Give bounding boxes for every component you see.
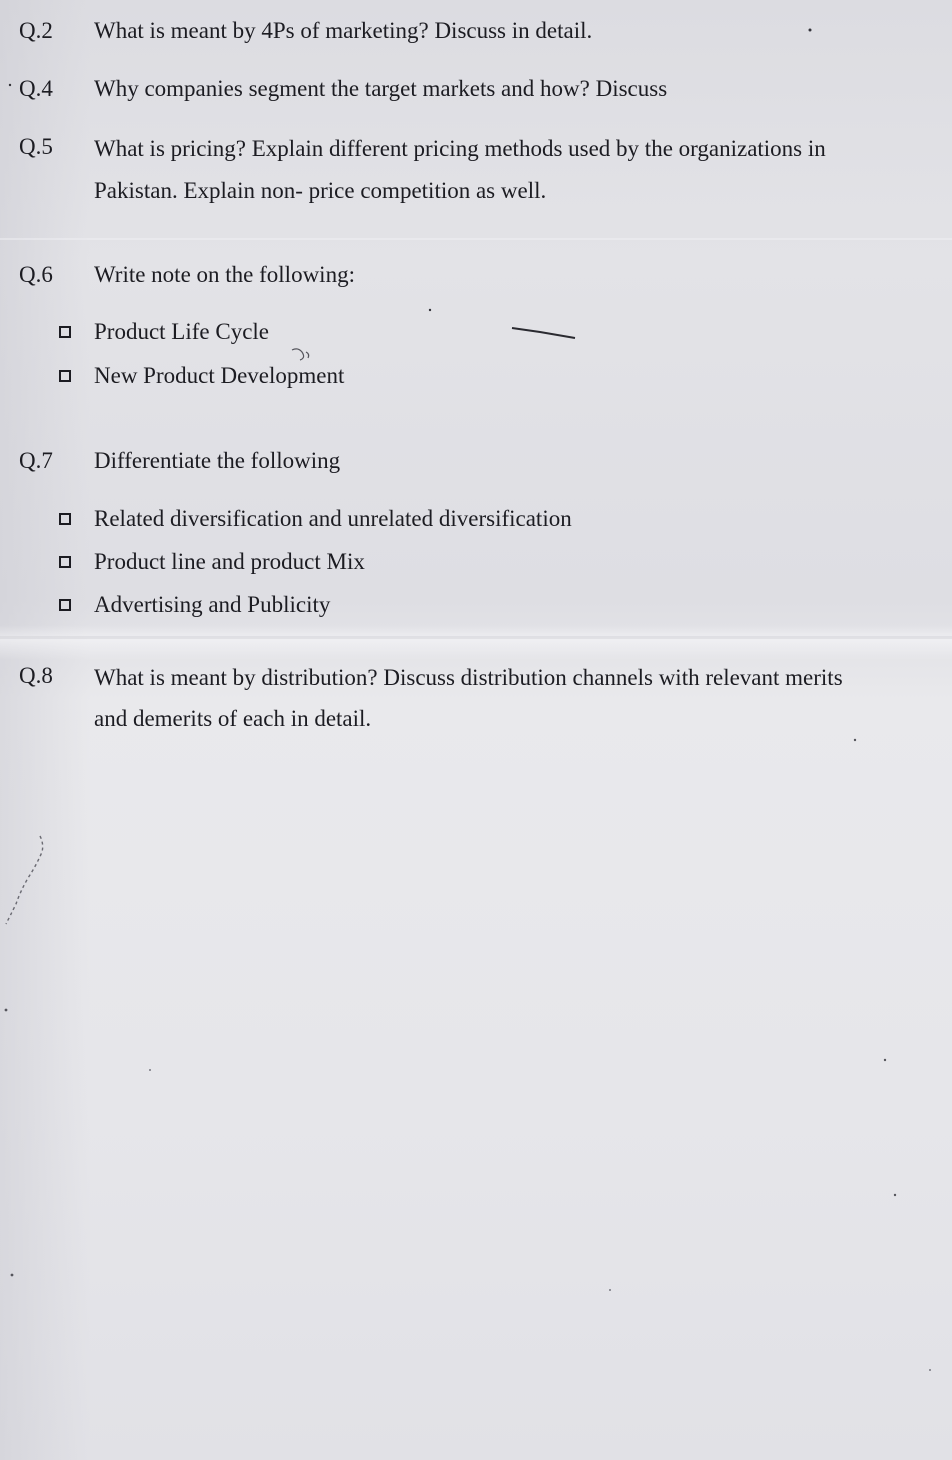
smudge-mark — [292, 349, 309, 360]
question-text: What is meant by distribution? Discuss distribution channels with relevant merits — [94, 665, 843, 690]
question-text: What is meant by 4Ps of marketing? Discuss in detail. — [94, 18, 593, 43]
list-item-text: Advertising and Publicity — [94, 592, 331, 617]
question-number: Q.4 — [19, 76, 53, 101]
speck — [149, 1069, 151, 1071]
question-text-continued: Pakistan. Explain non- price competition as well. — [94, 178, 547, 203]
list-item-text: Product Life Cycle — [94, 319, 270, 344]
pen-mark — [512, 328, 575, 338]
question-number: Q.7 — [19, 448, 53, 473]
speck — [894, 1194, 896, 1196]
scratch-mark — [6, 836, 43, 924]
list-item-text: Related diversification and unrelated diversification — [94, 506, 572, 531]
speck — [809, 29, 812, 32]
speck — [609, 1289, 611, 1291]
question-text: Differentiate the following — [94, 448, 341, 473]
speck — [429, 309, 431, 311]
speck — [5, 1009, 8, 1012]
question-text: Why companies segment the target markets and how? Discuss — [94, 76, 668, 101]
question-number: Q.5 — [19, 134, 53, 159]
speck — [9, 84, 11, 86]
question-text-continued: and demerits of each in detail. — [94, 706, 372, 731]
question-number: Q.2 — [19, 18, 53, 43]
list-item-text: New Product Development — [94, 363, 345, 388]
speck — [929, 1369, 931, 1371]
question-text: What is pricing? Explain different pricing methods used by the organizations in — [94, 136, 826, 161]
list-item-text: Product line and product Mix — [94, 549, 365, 574]
speck — [11, 1274, 14, 1277]
speck — [854, 739, 856, 741]
question-text: Write note on the following: — [94, 262, 355, 287]
speck — [884, 1059, 886, 1061]
question-number: Q.8 — [19, 663, 53, 688]
question-number: Q.6 — [19, 262, 53, 287]
